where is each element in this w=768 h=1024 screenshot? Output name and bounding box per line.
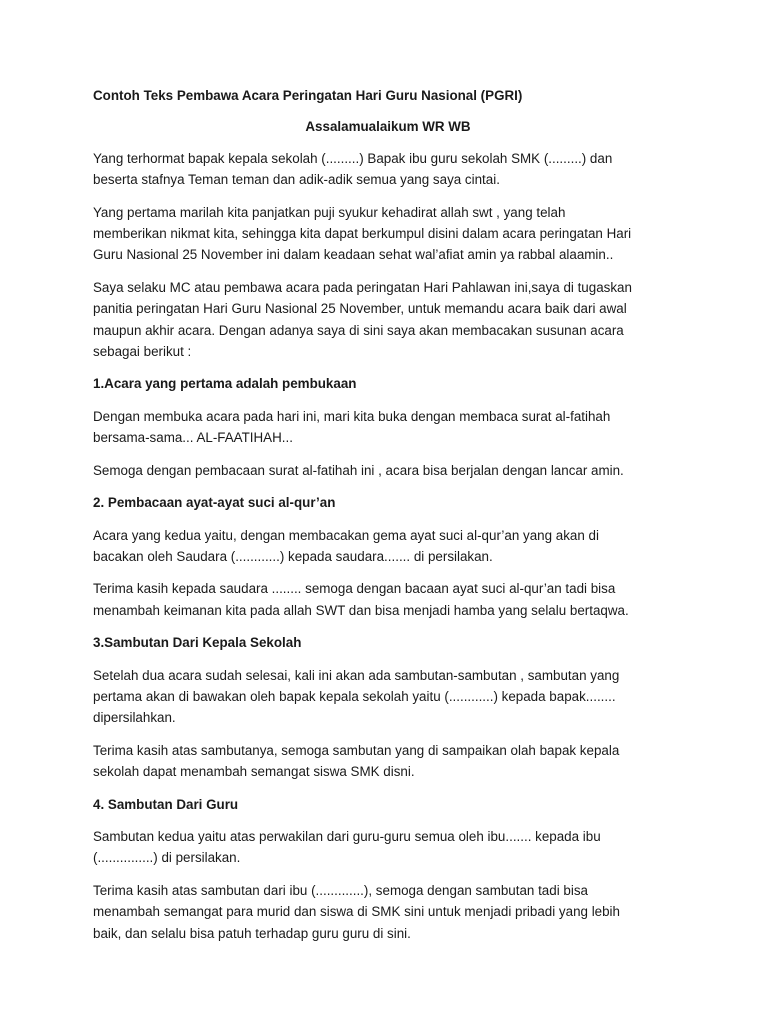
text-line: pertama akan di bawakan oleh bapak kepala sekolah yaitu (............) kepada bapak........ [93, 688, 616, 704]
greeting: Assalamualaikum WR WB [305, 119, 471, 135]
text-line: Sambutan kedua yaitu atas perwakilan dari guru-guru semua oleh ibu....... kepada ibu [93, 828, 601, 844]
text-line: Setelah dua acara sudah selesai, kali ini akan ada sambutan-sambutan , sambutan yang [93, 667, 620, 683]
paragraph [93, 826, 683, 869]
paragraph [93, 525, 683, 568]
text-line: Guru Nasional 25 November ini dalam keadaan sehat wal’afiat amin ya rabbal alaamin.. [93, 247, 614, 263]
text-line: 4. Sambutan Dari Guru [93, 796, 239, 812]
text-line: Dengan membuka acara pada hari ini, mari kita buka dengan membaca surat al-fatihah [93, 408, 611, 424]
text-line: Terima kasih atas sambutanya, semoga sambutan yang di sampaikan olah bapak kepala [93, 742, 620, 758]
section-heading [93, 373, 683, 394]
text-line: menambah semangat para murid dan siswa di SMK sini untuk menjadi pribadi yang lebih [93, 904, 620, 920]
paragraph [93, 880, 683, 944]
paragraph [93, 578, 683, 621]
document-page [93, 85, 683, 955]
paragraph [93, 740, 683, 783]
paragraph [93, 202, 683, 266]
paragraph [93, 148, 683, 191]
text-line: Terima kasih kepada saudara ........ semoga dengan bacaan ayat suci al-qur’an tadi bisa [93, 581, 616, 597]
text-line: sekolah dapat menambah semangat siswa SMK disni. [93, 764, 415, 780]
text-line: 2. Pembacaan ayat-ayat suci al-qur’an [93, 495, 336, 511]
paragraph [93, 665, 683, 729]
text-line: Semoga dengan pembacaan surat al-fatihah ini , acara bisa berjalan dengan lancar amin. [93, 462, 624, 478]
text-line: Yang pertama marilah kita panjatkan puji syukur kehadirat allah swt , yang telah [93, 204, 566, 220]
text-line: bersama-sama... AL-FAATIHAH... [93, 430, 293, 446]
text-line: menambah keimanan kita pada allah SWT dan bisa menjadi hamba yang selalu bertaqwa. [93, 602, 629, 618]
text-line: Terima kasih atas sambutan dari ibu (.............), semoga dengan sambutan tadi bisa [93, 882, 588, 898]
document-body [93, 148, 683, 944]
text-line: beserta stafnya Teman teman dan adik-adik semua yang saya cintai. [93, 172, 500, 188]
paragraph [93, 406, 683, 449]
text-line: Acara yang kedua yaitu, dengan membacakan gema ayat suci al-qur’an yang akan di [93, 527, 599, 543]
text-line: memberikan nikmat kita, sehingga kita dapat berkumpul disini dalam acara peringatan Hari [93, 226, 632, 242]
paragraph [93, 277, 683, 363]
text-line: Saya selaku MC atau pembawa acara pada peringatan Hari Pahlawan ini,saya di tugaskan [93, 279, 632, 295]
text-line: maupun akhir acara. Dengan adanya saya di sini saya akan membacakan susunan acara [93, 322, 624, 338]
text-line: panitia peringatan Hari Guru Nasional 25 November, untuk memandu acara baik dari awal [93, 301, 627, 317]
text-line: Yang terhormat bapak kepala sekolah (.........) Bapak ibu guru sekolah SMK (.........) dan [93, 150, 613, 166]
text-line: (...............) di persilakan. [93, 850, 241, 866]
paragraph [93, 460, 683, 481]
text-line: baik, dan selalu bisa patuh terhadap guru guru di sini. [93, 925, 411, 941]
section-heading [93, 492, 683, 513]
document-title: Contoh Teks Pembawa Acara Peringatan Hari Guru Nasional (PGRI) [93, 88, 523, 103]
text-line: bacakan oleh Saudara (............) kepada saudara....... di persilakan. [93, 548, 493, 564]
text-line: sebagai berikut : [93, 344, 192, 360]
section-heading [93, 632, 683, 653]
text-line: 3.Sambutan Dari Kepala Sekolah [93, 635, 302, 651]
text-line: dipersilahkan. [93, 710, 176, 726]
section-heading [93, 794, 683, 815]
text-line: 1.Acara yang pertama adalah pembukaan [93, 376, 357, 392]
